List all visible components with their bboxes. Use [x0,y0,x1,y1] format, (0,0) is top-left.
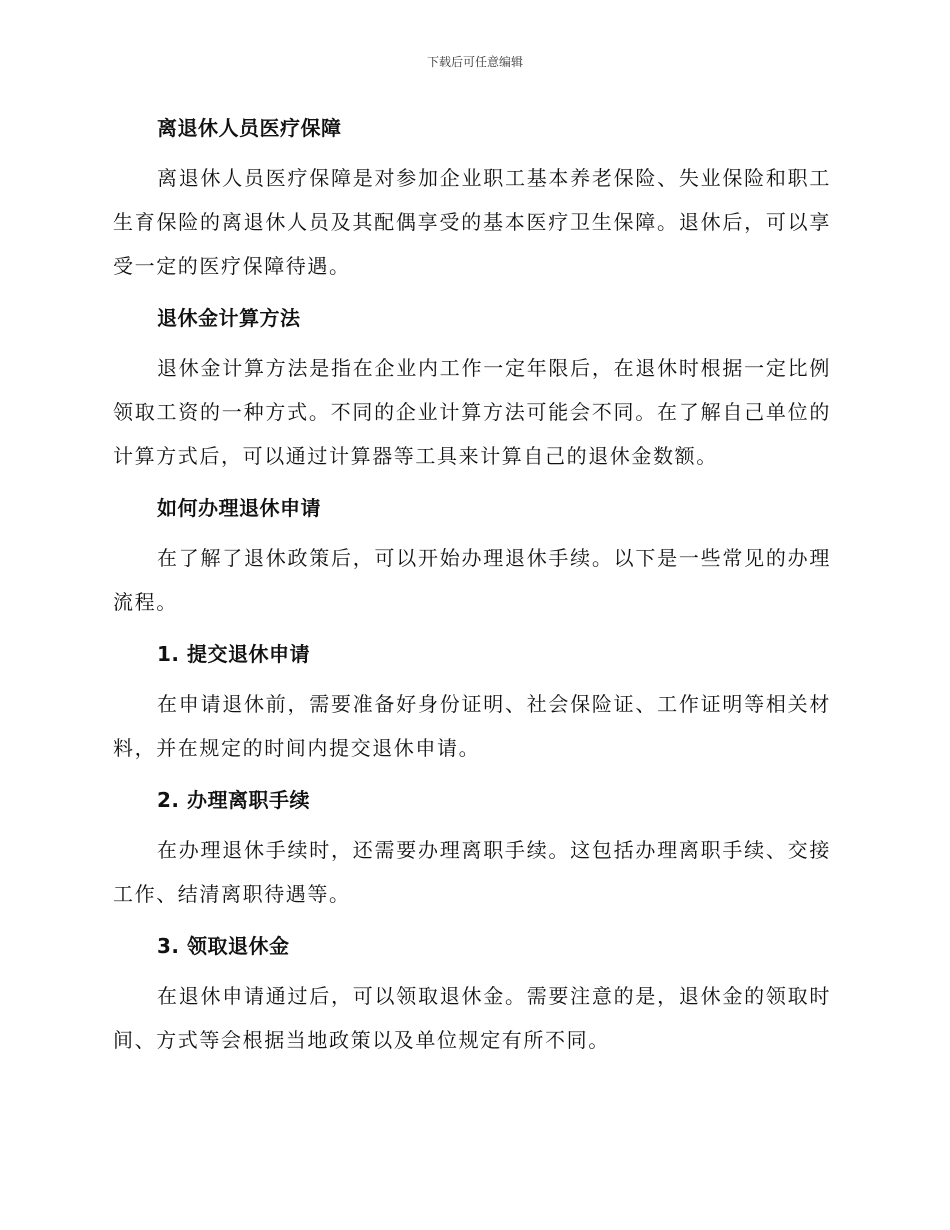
section-paragraph-medical: 离退休人员医疗保障是对参加企业职工基本养老保险、失业保险和职工生育保险的离退休人员及其配偶享受的基本医疗卫生保障。退休后，可以享受一定的医疗保障待遇。 [113,166,831,278]
document-body [113,108,831,1072]
page-header: 下载后可任意编辑 [426,55,523,69]
section-heading-step-collect: 3. 领取退休金 [157,934,290,958]
section-heading-step-submit: 1. 提交退休申请 [157,642,310,666]
section-paragraph-step-submit: 在申请退休前，需要准备好身份证明、社会保险证、工作证明等相关材料，并在规定的时间内提交退休申请。 [113,692,831,760]
section-paragraph-pension-calc: 退休金计算方法是指在企业内工作一定年限后，在退休时根据一定比例领取工资的一种方式。不同的企业计算方法可能会不同。在了解自己单位的计算方式后，可以通过计算器等工具来计算自己的退休金数额。 [113,356,831,468]
section-paragraph-step-resign: 在办理退休手续时，还需要办理离职手续。这包括办理离职手续、交接工作、结清离职待遇等。 [113,838,831,906]
section-heading-pension-calc: 退休金计算方法 [157,306,301,330]
section-heading-medical: 离退休人员医疗保障 [157,116,342,140]
section-paragraph-step-collect: 在退休申请通过后，可以领取退休金。需要注意的是，退休金的领取时间、方式等会根据当地政策以及单位规定有所不同。 [113,984,831,1052]
section-heading-step-resign: 2. 办理离职手续 [157,788,310,812]
section-heading-how-to-apply: 如何办理退休申请 [157,496,321,520]
section-paragraph-how-to-apply: 在了解了退休政策后，可以开始办理退休手续。以下是一些常见的办理流程。 [113,546,831,614]
